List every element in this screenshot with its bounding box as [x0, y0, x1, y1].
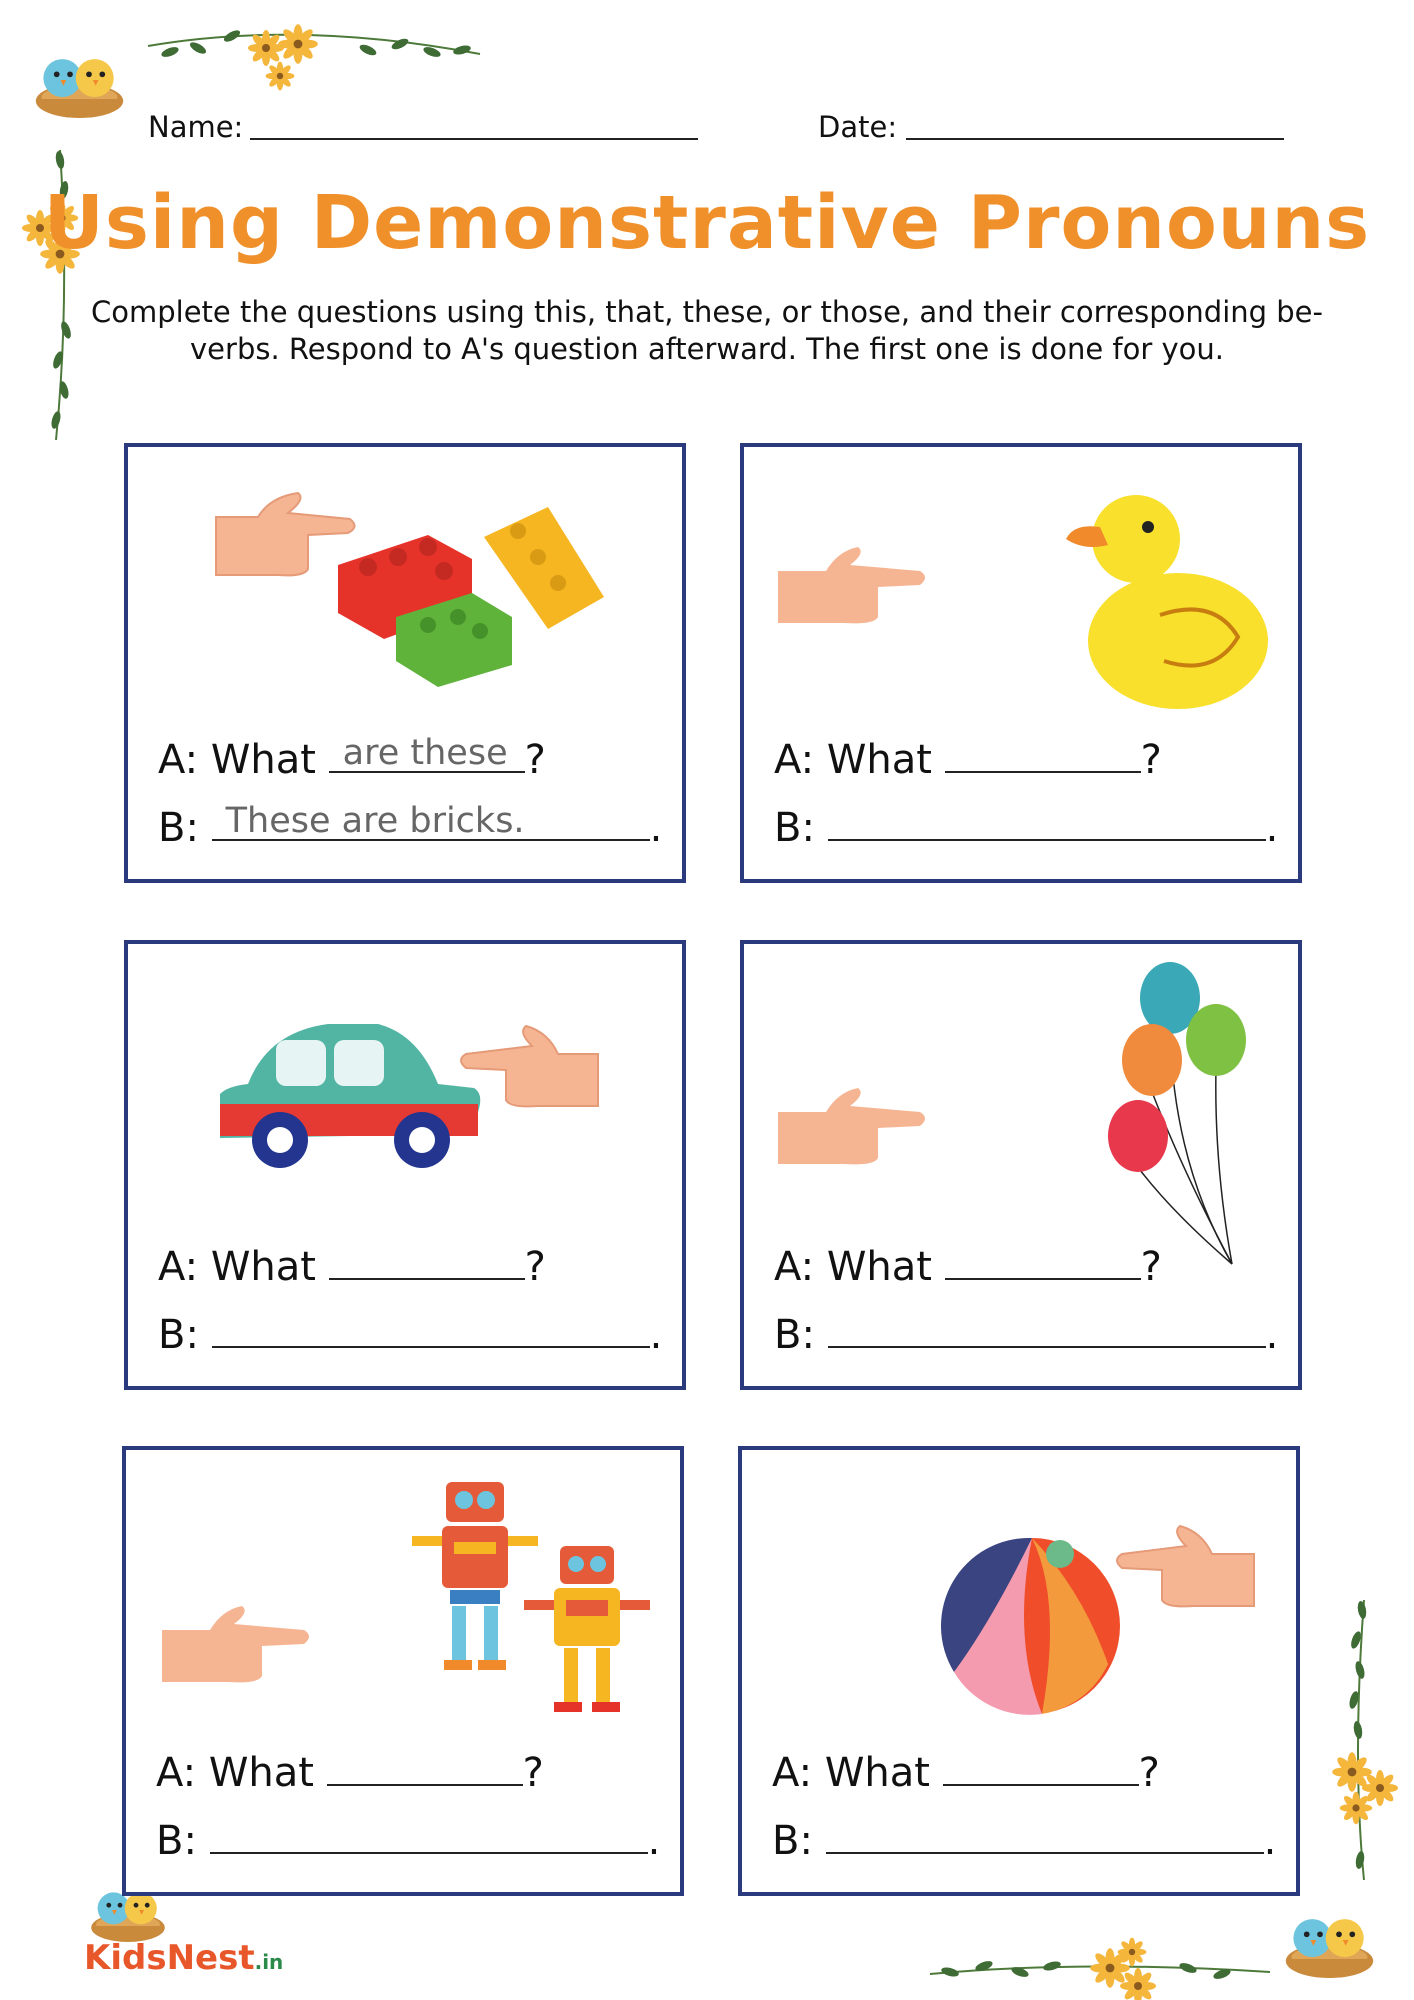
question-line [156, 1750, 544, 1796]
question-suffix: ? [524, 1244, 546, 1290]
answer-suffix: . [1265, 1312, 1279, 1358]
question-suffix: ? [1140, 737, 1162, 783]
question-suffix: ? [522, 1750, 544, 1796]
answer-prefix: B: [774, 805, 815, 851]
instructions: Complete the questions using this, that, these, or those, and their corresponding be-verbs. Respond to A's question afterward. The first one is done for you. [90, 295, 1323, 366]
pointing-hand-icon [216, 493, 355, 575]
toy-car-icon [220, 1024, 480, 1168]
answer-answer: These are bricks. [225, 801, 525, 841]
answer-prefix: B: [774, 1312, 815, 1358]
answer-blank[interactable] [826, 1818, 1264, 1854]
exercise-card-1 [124, 443, 686, 883]
question-line [772, 1750, 1160, 1796]
date-field[interactable] [906, 138, 1284, 140]
question-blank[interactable] [945, 1244, 1141, 1280]
date-label: Date: [818, 110, 898, 144]
beach-ball-icon [941, 1538, 1120, 1715]
question-line [774, 737, 1162, 783]
answer-blank[interactable] [210, 1818, 648, 1854]
exercise-card-5 [122, 1446, 684, 1896]
answer-suffix: . [1263, 1818, 1277, 1864]
answer-line [158, 1312, 662, 1358]
pointing-hand-icon [778, 1088, 925, 1164]
question-blank[interactable] [329, 733, 525, 773]
name-field[interactable] [250, 138, 698, 140]
question-suffix: ? [524, 737, 546, 783]
answer-blank[interactable] [212, 1312, 650, 1348]
answer-line [158, 801, 663, 851]
question-line [158, 733, 546, 783]
question-line [774, 1244, 1162, 1290]
answer-line [156, 1818, 660, 1864]
question-prefix: A: What [774, 1244, 932, 1290]
question-suffix: ? [1138, 1750, 1160, 1796]
pointing-hand-icon [162, 1606, 309, 1682]
answer-line [774, 1312, 1278, 1358]
brand-logo [84, 1938, 283, 1978]
answer-prefix: B: [158, 805, 199, 851]
pointing-hand-icon [1117, 1526, 1254, 1606]
answer-prefix: B: [156, 1818, 197, 1864]
question-prefix: A: What [158, 737, 316, 783]
toy-bricks-icon [338, 507, 604, 687]
brand-domain: .in [254, 1950, 284, 1974]
question-line [158, 1244, 546, 1290]
answer-blank[interactable] [828, 1312, 1266, 1348]
answer-prefix: B: [772, 1818, 813, 1864]
question-prefix: A: What [156, 1750, 314, 1796]
robots-icon [412, 1482, 650, 1712]
answer-prefix: B: [158, 1312, 199, 1358]
answer-blank[interactable] [212, 801, 650, 841]
question-blank[interactable] [943, 1750, 1139, 1786]
answer-suffix: . [649, 805, 663, 851]
exercise-card-3 [124, 940, 686, 1390]
answer-line [774, 805, 1278, 851]
question-suffix: ? [1140, 1244, 1162, 1290]
question-prefix: A: What [158, 1244, 316, 1290]
question-prefix: A: What [774, 737, 932, 783]
question-blank[interactable] [945, 737, 1141, 773]
question-blank[interactable] [327, 1750, 523, 1786]
brand-name: KidsNest [84, 1938, 255, 1978]
answer-suffix: . [649, 1312, 663, 1358]
answer-blank[interactable] [828, 805, 1266, 841]
question-blank[interactable] [329, 1244, 525, 1280]
pointing-hand-icon [778, 547, 925, 623]
exercise-card-4 [740, 940, 1302, 1390]
birds-nest-icon [36, 59, 123, 118]
page-title: Using Demonstrative Pronouns [43, 180, 1371, 266]
brand-logo-birds-icon [91, 1892, 165, 1942]
exercise-card-6 [738, 1446, 1300, 1896]
question-answer: are these [342, 733, 508, 773]
question-prefix: A: What [772, 1750, 930, 1796]
answer-suffix: . [1265, 805, 1279, 851]
exercise-card-2 [740, 443, 1302, 883]
birds-nest-icon [1286, 1919, 1373, 1978]
pointing-hand-icon [461, 1026, 598, 1106]
answer-suffix: . [647, 1818, 661, 1864]
name-label: Name: [148, 110, 244, 144]
answer-line [772, 1818, 1276, 1864]
rubber-duck-icon [1066, 495, 1268, 709]
